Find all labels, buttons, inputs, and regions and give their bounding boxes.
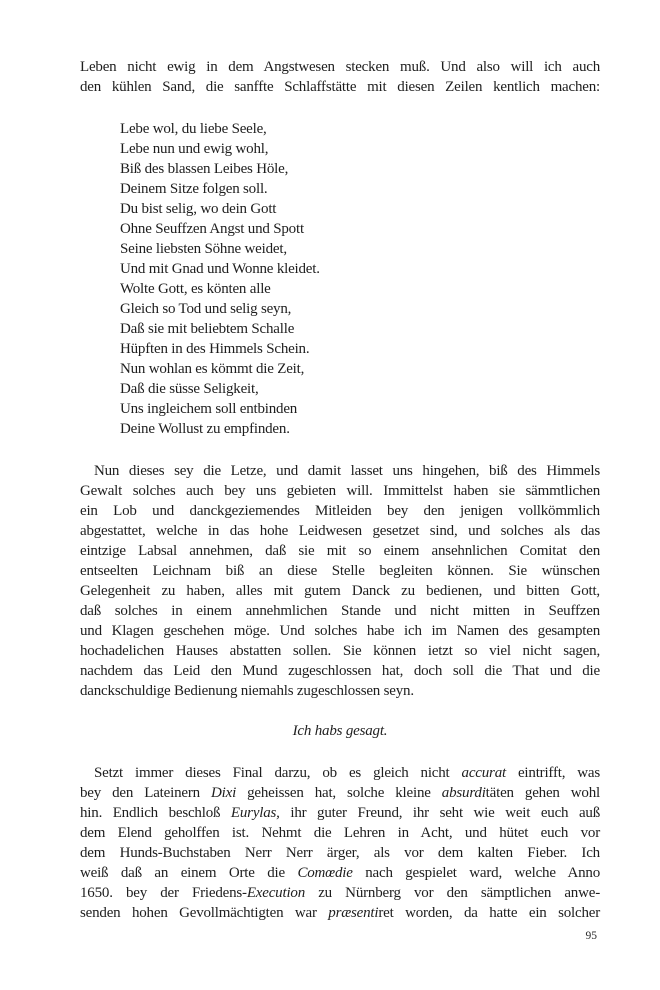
- text-segment: Nun dieses sey die Letze, und damit lasset uns hingehen, biß des Himmels: [94, 463, 600, 479]
- text-line: [80, 399, 600, 419]
- italic-text-segment: Ich habs gesagt.: [292, 723, 388, 739]
- text-line: [80, 501, 600, 521]
- text-segment: Deinem Sitze folgen soll.: [120, 181, 268, 197]
- text-line: [80, 419, 600, 439]
- text-line: [80, 219, 600, 239]
- italic-text-segment: absurdi: [441, 785, 486, 801]
- text-line: [80, 57, 600, 77]
- text-line: [80, 883, 600, 903]
- text-segment: 1650. bey der Friedens-: [80, 885, 247, 901]
- text-segment: abgestattet, welche in das hohe Leidwesen gesetzet sind, und solches als das: [80, 523, 600, 539]
- text-segment: Biß des blassen Leibes Höle,: [120, 161, 289, 177]
- italic-text-segment: Dixi: [211, 785, 237, 801]
- text-line: [80, 199, 600, 219]
- final-paragraph: [80, 763, 600, 923]
- text-line: [80, 823, 600, 843]
- text-segment: Uns ingleichem soll entbinden: [120, 401, 298, 417]
- text-segment: dem Elend geholffen ist. Nehmt die Lehren in Acht, und hütet euch vor: [80, 825, 600, 841]
- text-segment: eintrifft, was: [505, 765, 601, 781]
- text-line: [80, 359, 600, 379]
- text-line: [80, 481, 600, 501]
- italic-text-segment: præsenti: [328, 905, 379, 921]
- text-segment: Deine Wollust zu empfinden.: [120, 421, 290, 437]
- text-segment: Seine liebsten Söhne weidet,: [120, 241, 287, 257]
- text-segment: weiß daß an einem Orte die: [80, 865, 298, 881]
- text-line: [80, 521, 600, 541]
- text-line: [80, 601, 600, 621]
- text-line: [80, 843, 600, 863]
- text-segment: und Klagen geschehen möge. Und solches habe ich im Namen des gesampten: [80, 623, 600, 639]
- italic-text-segment: Eurylas,: [230, 805, 280, 821]
- farewell-poem: [80, 119, 600, 439]
- text-segment: ein Lob und danckgeziemendes Mitleiden bey den jenigen vollkömmlich: [80, 503, 600, 519]
- text-segment: danckschuldige Bedienung niemahls zugeschlossen seyn.: [80, 683, 414, 699]
- text-segment: Setzt immer dieses Final darzu, ob es gleich nicht: [94, 765, 462, 781]
- text-line: [80, 461, 600, 481]
- text-line: [80, 541, 600, 561]
- italic-text-segment: Comœdie: [297, 865, 353, 881]
- text-segment: entseelten Leichnam biß an diese Stelle begleiten können. Sie wünschen: [80, 563, 600, 579]
- text-segment: nachdem das Leid den Mund zugeschlossen hat, doch soll die That und die: [80, 663, 600, 679]
- text-line: [80, 379, 600, 399]
- text-segment: bey den Lateinern: [80, 785, 212, 801]
- text-segment: Gewalt solches auch bey uns gebieten will. Immittelst haben sie sämmtlichen: [80, 483, 600, 499]
- text-segment: hochadelichen Hauses abstatten sollen. Sie können ietzt so viel nicht sagen,: [80, 643, 600, 659]
- address-paragraph: [80, 461, 600, 701]
- text-segment: nach gespielet ward, welche Anno: [352, 865, 600, 881]
- text-line: [80, 259, 600, 279]
- text-line: [80, 863, 600, 883]
- text-segment: Gleich so Tod und selig seyn,: [120, 301, 292, 317]
- text-segment: Hüpften in des Himmels Schein.: [120, 341, 310, 357]
- text-segment: Lebe wol, du liebe Seele,: [120, 121, 267, 137]
- closing-line: [80, 721, 600, 741]
- text-segment: geheissen hat, solche kleine: [236, 785, 442, 801]
- text-segment: zu Nürnberg vor den sämptlichen anwe-: [305, 885, 600, 901]
- text-segment: ret worden, da hatte ein solcher: [378, 905, 601, 921]
- text-segment: dem Hunds-Buchstaben Nerr Nerr ärger, als vor dem kalten Fieber. Ich: [80, 845, 600, 861]
- text-line: [80, 561, 600, 581]
- text-line: [80, 621, 600, 641]
- text-line: [80, 239, 600, 259]
- text-segment: daß solches in einem annehmlichen Stande und nicht mitten in Seuffzen: [80, 603, 600, 619]
- intro-paragraph: [80, 57, 600, 97]
- text-line: [80, 661, 600, 681]
- text-line: [80, 903, 600, 923]
- text-line: [80, 581, 600, 601]
- text-segment: hin. Endlich beschloß: [80, 805, 231, 821]
- text-line: [80, 319, 600, 339]
- text-segment: den kühlen Sand, die sanffte Schlaffstätte mit diesen Zeilen kentlich machen:: [80, 79, 600, 95]
- text-segment: Und mit Gnad und Wonne kleidet.: [120, 261, 320, 277]
- text-line: [80, 77, 600, 97]
- text-segment: Leben nicht ewig in dem Angstwesen stecken muß. Und also will ich auch: [80, 59, 600, 75]
- text-line: [80, 803, 600, 823]
- text-line: [80, 159, 600, 179]
- text-segment: Du bist selig, wo dein Gott: [120, 201, 277, 217]
- text-line: [80, 119, 600, 139]
- page-number: 95: [585, 930, 597, 942]
- text-line: [80, 279, 600, 299]
- text-line: [80, 681, 600, 701]
- text-line: [80, 179, 600, 199]
- text-segment: Nun wohlan es kömmt die Zeit,: [120, 361, 305, 377]
- italic-text-segment: Execution: [246, 885, 306, 901]
- text-line: [80, 641, 600, 661]
- text-line: [80, 339, 600, 359]
- italic-text-segment: accurat: [461, 765, 506, 781]
- text-line: [80, 299, 600, 319]
- text-segment: Daß sie mit beliebtem Schalle: [120, 321, 295, 337]
- text-line: [80, 139, 600, 159]
- text-segment: Daß die süsse Seligkeit,: [120, 381, 259, 397]
- text-segment: Ohne Seuffzen Angst und Spott: [120, 221, 304, 237]
- text-segment: eintzige Labsal annehmen, daß sie mit so einem ansehnlichen Comitat den: [80, 543, 600, 559]
- text-segment: ihr guter Freund, ihr seht wie weit euch auß: [279, 805, 601, 821]
- text-line: [80, 763, 600, 783]
- text-line: [80, 783, 600, 803]
- text-segment: senden hohen Gevollmächtigten war: [80, 905, 329, 921]
- text-segment: täten gehen wohl: [485, 785, 600, 801]
- text-column: [80, 57, 600, 923]
- text-segment: Gelegenheit zu haben, alles mit gutem Danck zu bedienen, und bitten Gott,: [80, 583, 600, 599]
- text-segment: Lebe nun und ewig wohl,: [120, 141, 269, 157]
- text-segment: Wolte Gott, es könten alle: [120, 281, 271, 297]
- text-line: [80, 721, 600, 741]
